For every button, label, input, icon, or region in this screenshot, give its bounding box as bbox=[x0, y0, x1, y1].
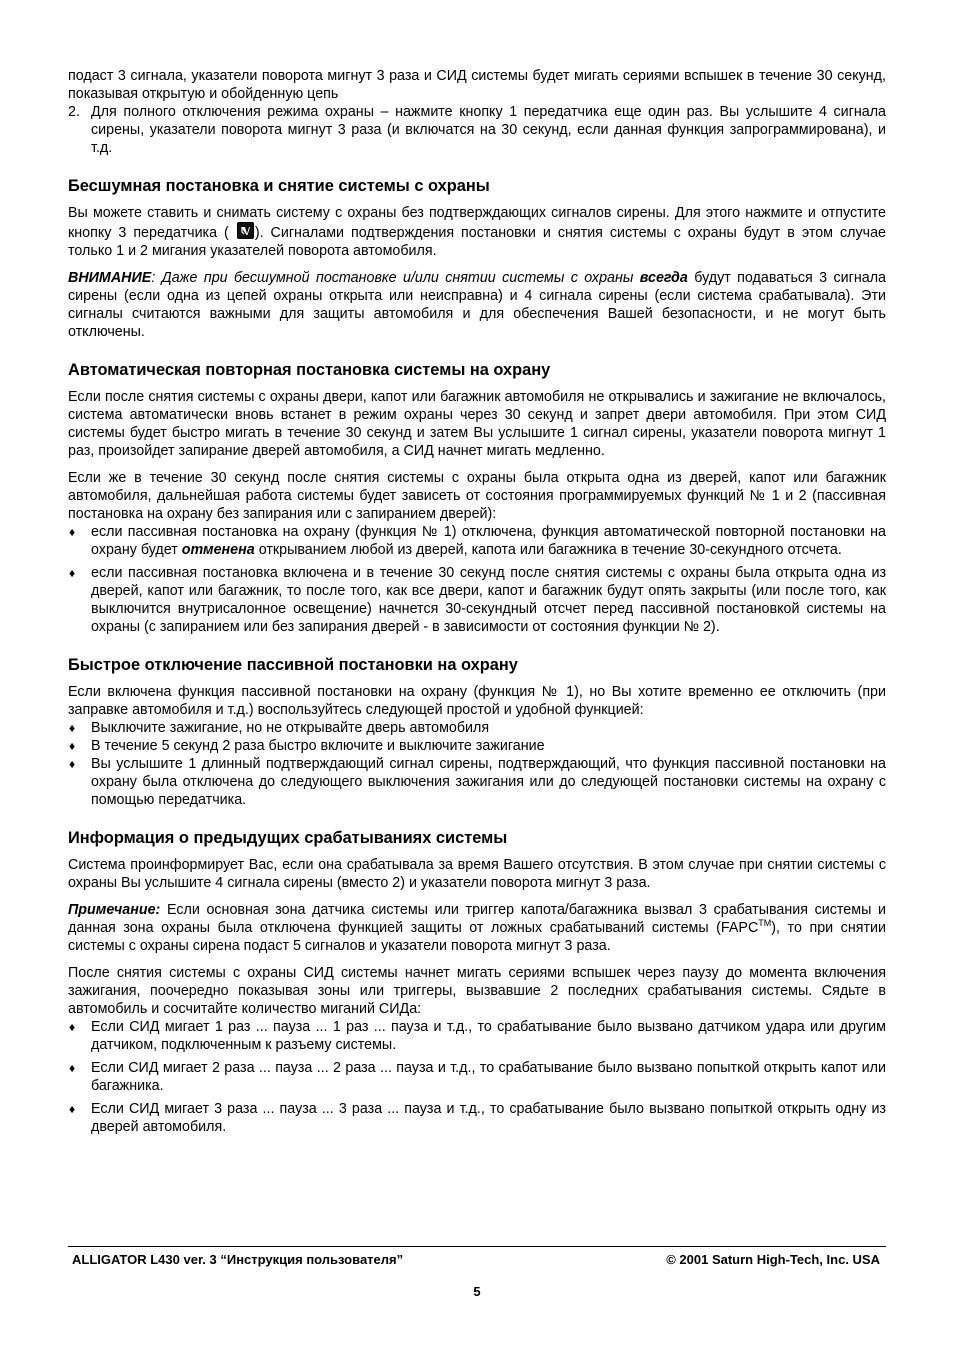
quick-off-bullet-list bbox=[68, 719, 886, 809]
list-item bbox=[68, 1018, 886, 1054]
text-span: будут подаваться 3 сигнала сирены (если одна из цепей охраны открыта или неисправна) и 4 сигнала сирены (если система срабатывала). Эти сигналы считаются важными для защиты автомобиля и для обеспечения Вашей безопасности, и не могут быть отключены. bbox=[68, 270, 886, 340]
bullet-icon: ♦ bbox=[69, 525, 76, 539]
list-item bbox=[68, 523, 886, 559]
note-label: Примечание: bbox=[68, 902, 161, 918]
bullet-icon: ♦ bbox=[69, 757, 76, 771]
item-number: 2. bbox=[68, 104, 80, 120]
auto-rearm-bullet-list bbox=[68, 523, 886, 636]
text-span: Выключите зажигание, но не открывайте дверь автомобиля bbox=[91, 720, 490, 736]
text-span: если пассивная постановка на охрану (функция № 1) отключена, функция автоматической повторной постановки на охрану будет bbox=[91, 524, 886, 558]
page-content bbox=[68, 67, 886, 1136]
section-heading-quick-off: Быстрое отключение пассивной постановки на охрану bbox=[68, 656, 518, 674]
silent-paragraph bbox=[68, 204, 886, 260]
intro-continued-paragraph: подаст 3 сигнала, указатели поворота мигнут 3 раза и СИД системы будет мигать сериями вспышек в течение 30 секунд, показывая открытую и обойденную цепь bbox=[68, 68, 886, 102]
bullet-icon: ♦ bbox=[69, 721, 76, 735]
page-number: 5 bbox=[473, 1284, 481, 1299]
history-bullet-list bbox=[68, 1018, 886, 1136]
bullet-icon: ♦ bbox=[69, 1020, 76, 1034]
emphasis-cancelled: отменена bbox=[181, 542, 255, 558]
footer-divider bbox=[68, 1246, 886, 1247]
text-span: Если СИД мигает 1 раз ... пауза ... 1 раз ... пауза и т.д., то срабатывание было вызвано датчиком удара или другим датчиком, подключенным к разъему системы. bbox=[91, 1019, 886, 1053]
history-paragraph-3: После снятия системы с охраны СИД системы начнет мигать сериями вспышек через паузу до момента включения зажигания, поочередно показывая зоны или триггеры, вызвавшие 2 последних срабатывания системы. Сядьте в автомобиль и сосчитайте количество миганий СИДа: bbox=[68, 965, 886, 1017]
text-span: ), то при снятии системы с охраны сирена подаст 5 сигналов и указатели поворота мигнут 3 раза. bbox=[68, 920, 886, 954]
bullet-icon: ♦ bbox=[69, 566, 76, 580]
bullet-icon: ♦ bbox=[69, 739, 76, 753]
silent-mode-button-icon bbox=[237, 222, 254, 239]
text-span: : Даже при бесшумной постановке и/или снятии системы с охраны bbox=[151, 270, 640, 286]
text-span: открыванием любой из дверей, капота или багажника в течение 30-секундного отсчета. bbox=[254, 542, 842, 558]
intro-numbered-list bbox=[68, 103, 886, 157]
emphasis-always: всегда bbox=[639, 270, 688, 286]
history-paragraph-1: Система проинформирует Вас, если она срабатывала за время Вашего отсутствия. В этом случае при снятии системы с охраны Вы услышите 4 сигнала сирены (вместо 2) и указатели поворота мигнут 3 раза. bbox=[68, 857, 886, 891]
silent-warning-paragraph bbox=[68, 269, 886, 341]
footer-title: ALLIGATOR L430 ver. 3 “Инструкция пользователя” bbox=[72, 1252, 404, 1267]
bullet-icon: ♦ bbox=[69, 1061, 76, 1075]
history-note-paragraph bbox=[68, 901, 886, 955]
text-span: если пассивная постановка включена и в течение 30 секунд после снятия системы с охраны была открыта одна из дверей, капот или багажник, то после того, как все двери, капот и багажник будут опять закрыты (или после того, как выключится внутрисалонное освещение) начнется 30-секундный отсчет перед пассивной постановкой системы на охраны (с запиранием или без запирания дверей - в зависимости от состояния функции № 2). bbox=[91, 565, 886, 635]
text-span: Если основная зона датчика системы или триггер капота/багажника вызвал 3 срабатывания системы и данная зона охраны была отключена функцией защиты от ложных срабатываний системы (FAPC bbox=[68, 902, 886, 936]
section-heading-auto-rearm: Автоматическая повторная постановка системы на охрану bbox=[68, 361, 551, 379]
text-span: ). Сигналами подтверждения постановки и снятия системы с охраны будут в этом случае только 1 и 2 мигания указателей поворота автомобиля. bbox=[68, 225, 886, 259]
list-item bbox=[68, 1059, 886, 1095]
section-heading-silent: Бесшумная постановка и снятие системы с охраны bbox=[68, 177, 490, 195]
text-span: Вы услышите 1 длинный подтверждающий сигнал сирены, подтверждающий, что функция пассивной постановки на охрану была отключена до следующего выключения зажигания или до следующей постановки системы на охрану с помощью передатчика. bbox=[91, 756, 886, 808]
list-item bbox=[68, 719, 886, 737]
text-span: Если СИД мигает 3 раза ... пауза ... 3 раза ... пауза и т.д., то срабатывание было вызвано попыткой открыть одну из дверей автомобиля. bbox=[91, 1101, 886, 1135]
text-span: Вы можете ставить и снимать систему с охраны без подтверждающих сигналов сирены. Для этого нажмите и отпустите кнопку 3 передатчика ( bbox=[68, 205, 886, 241]
warning-label: ВНИМАНИЕ bbox=[68, 270, 152, 286]
footer-copyright: © 2001 Saturn High-Tech, Inc. USA bbox=[666, 1252, 880, 1267]
list-item bbox=[68, 1100, 886, 1136]
list-item bbox=[68, 564, 886, 636]
quick-off-paragraph: Если включена функция пассивной постановки на охрану (функция № 1), но Вы хотите временно ее отключить (при заправке автомобиля и т.д.) воспользуйтесь следующей простой и удобной функцией: bbox=[68, 684, 886, 718]
list-item bbox=[68, 755, 886, 809]
auto-rearm-paragraph-2: Если же в течение 30 секунд после снятия системы с охраны была открыта одна из дверей, капот или багажник автомобиля, дальнейшая работа системы будет зависеть от состояния программируемых функций № 1 и 2 (пассивная постановка на охрану без запирания или с запиранием дверей): bbox=[68, 470, 886, 522]
text-span: Если СИД мигает 2 раза ... пауза ... 2 раза ... пауза и т.д., то срабатывание было вызвано попыткой открыть капот или багажника. bbox=[91, 1060, 886, 1094]
text-span: В течение 5 секунд 2 раза быстро включите и выключите зажигание bbox=[91, 738, 545, 754]
auto-rearm-paragraph-1: Если после снятия системы с охраны двери, капот или багажник автомобиля не открывались и зажигание не включалось, система автоматически вновь встанет в режим охраны через 30 секунд и запрет двери автомобиля. При этом СИД системы будет быстро мигать в течение 30 секунд и затем Вы услышите 1 сигнал сирены, указатели поворота мигнут 1 раз, произойдет запирание дверей автомобиля, а СИД начнет мигать медленно. bbox=[68, 389, 886, 459]
list-item bbox=[68, 737, 886, 755]
bullet-icon: ♦ bbox=[69, 1102, 76, 1116]
footer bbox=[72, 1252, 880, 1267]
trademark-superscript: TM bbox=[758, 918, 772, 929]
list-item bbox=[68, 103, 886, 157]
section-heading-history: Информация о предыдущих срабатываниях системы bbox=[68, 829, 508, 847]
item-text: Для полного отключения режима охраны – нажмите кнопку 1 передатчика еще один раз. Вы услышите 4 сигнала сирены, указатели поворота мигнут 3 раза (и включатся на 30 секунд, если данная функция запрограммирована), и т.д. bbox=[91, 104, 886, 156]
